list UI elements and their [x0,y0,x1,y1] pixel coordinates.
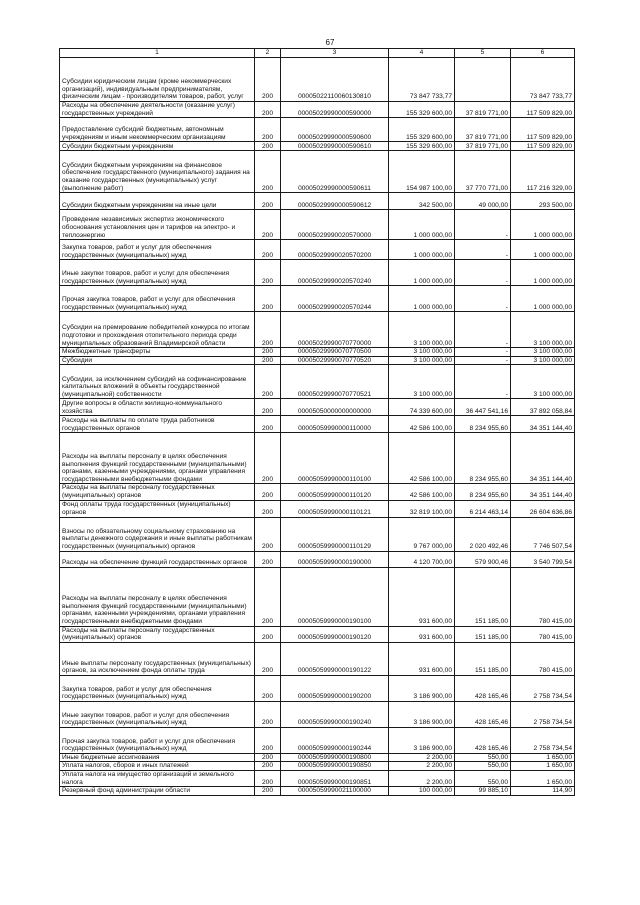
row-classification-code: 00005022110060130810 [281,58,389,102]
row-approved-amount: 155 329 600,00 [389,102,455,118]
row-remaining-amount: 780 415,00 [511,567,575,626]
row-description: Иные закупки товаров, работ и услуг для обеспечения государственных (муниципальных) нужд [60,260,255,286]
row-approved-amount: 3 100 000,00 [389,356,455,365]
row-description: Иные закупки товаров, работ и услуг для обеспечения государственных (муниципальных) нужд [60,701,255,727]
row-code: 200 [255,675,281,701]
table-row [60,701,575,727]
row-remaining-amount: 73 847 733,77 [511,58,575,102]
row-executed-amount: - [455,365,511,399]
row-description: Межбюджетные трансферты [60,348,255,357]
table-row [60,142,575,151]
row-code: 200 [255,727,281,753]
row-code: 200 [255,567,281,626]
row-classification-code: 00005059990000190850 [281,762,389,771]
table-row [60,399,575,416]
row-code: 200 [255,240,281,260]
row-classification-code: 00005059990000190244 [281,727,389,753]
row-code: 200 [255,787,281,796]
row-description: Прочая закупка товаров, работ и услуг для обеспечения государственных (муниципальных) нужд [60,727,255,753]
row-remaining-amount: 1 000 000,00 [511,210,575,240]
row-executed-amount: 550,00 [455,753,511,762]
budget-table [59,48,575,796]
header-col-4: 4 [389,49,455,58]
row-description: Расходы на выплаты персоналу государственных (муниципальных) органов [60,484,255,500]
row-executed-amount: 37 819 771,00 [455,102,511,118]
row-description: Субсидии бюджетным учреждениям [60,142,255,151]
row-executed-amount: 8 234 955,60 [455,433,511,484]
row-code: 200 [255,193,281,210]
row-approved-amount: 3 100 000,00 [389,365,455,399]
row-remaining-amount: 26 604 636,86 [511,500,575,517]
row-executed-amount: 151 185,00 [455,642,511,675]
row-code: 200 [255,762,281,771]
table-row [60,787,575,796]
table-row [60,727,575,753]
row-classification-code: 00005029990000590612 [281,193,389,210]
row-executed-amount: 428 165,46 [455,701,511,727]
row-remaining-amount: 3 540 799,54 [511,551,575,567]
row-remaining-amount: 7 746 507,54 [511,517,575,551]
row-approved-amount: 42 586 100,00 [389,433,455,484]
row-executed-amount: 428 165,46 [455,727,511,753]
table-row [60,118,575,142]
row-description: Уплата налога на имущество организаций и земельного налога [60,770,255,786]
row-executed-amount: 550,00 [455,770,511,786]
row-remaining-amount: 2 758 734,54 [511,727,575,753]
row-remaining-amount: 1 000 000,00 [511,240,575,260]
row-description: Субсидии бюджетным учреждениям на иные цели [60,193,255,210]
row-remaining-amount: 117 509 829,00 [511,102,575,118]
row-executed-amount: 579 900,46 [455,551,511,567]
row-executed-amount: 151 185,00 [455,626,511,642]
row-executed-amount: - [455,348,511,357]
row-approved-amount: 9 767 000,00 [389,517,455,551]
row-description: Проведение независимых экспертиз экономического обоснования установления цен и тарифов на электро- и теплоэнергию [60,210,255,240]
table-row [60,365,575,399]
row-description: Расходы на выплаты по оплате труда работников государственных органов [60,416,255,433]
row-approved-amount: 1 000 000,00 [389,210,455,240]
table-row [60,416,575,433]
row-executed-amount: 37 819 771,00 [455,142,511,151]
row-approved-amount: 73 847 733,77 [389,58,455,102]
row-code: 200 [255,356,281,365]
row-approved-amount: 2 200,00 [389,770,455,786]
table-row [60,626,575,642]
row-executed-amount: 151 185,00 [455,567,511,626]
row-remaining-amount: 780 415,00 [511,642,575,675]
row-description: Фонд оплаты труда государственных (муниципальных) органов [60,500,255,517]
row-code: 200 [255,500,281,517]
row-code: 200 [255,210,281,240]
row-classification-code: 00005059990000190240 [281,701,389,727]
row-code: 200 [255,260,281,286]
row-classification-code: 00005059990000110120 [281,484,389,500]
row-classification-code: 00005059990000190120 [281,626,389,642]
table-row [60,642,575,675]
row-description: Расходы на обеспечение деятельности (оказание услуг) государственных учреждений [60,102,255,118]
table-row [60,762,575,771]
table-row [60,551,575,567]
table-row [60,210,575,240]
row-approved-amount: 1 000 000,00 [389,240,455,260]
row-code: 200 [255,286,281,312]
table-row [60,312,575,348]
row-approved-amount: 1 000 000,00 [389,286,455,312]
row-executed-amount: 8 234 955,60 [455,416,511,433]
table-row [60,500,575,517]
row-description: Расходы на выплаты персоналу государственных (муниципальных) органов [60,626,255,642]
table-row [60,151,575,193]
row-remaining-amount: 3 100 000,00 [511,365,575,399]
row-classification-code: 00005029990020570240 [281,260,389,286]
row-classification-code: 00005059990000190122 [281,642,389,675]
row-executed-amount [455,58,511,102]
row-executed-amount: 2 020 492,46 [455,517,511,551]
table-row [60,193,575,210]
row-description: Расходы на обеспечение функций государственных органов [60,551,255,567]
row-remaining-amount: 2 758 734,54 [511,701,575,727]
row-remaining-amount: 1 000 000,00 [511,260,575,286]
row-executed-amount: 428 165,46 [455,675,511,701]
row-approved-amount: 3 100 000,00 [389,312,455,348]
table-row [60,770,575,786]
row-code: 200 [255,142,281,151]
table-row [60,348,575,357]
row-remaining-amount: 780 415,00 [511,626,575,642]
row-description: Субсидии бюджетным учреждениям на финансовое обеспечение государственного (муниципального) задания на оказание государственных (муниципальных) услуг (выполнение работ) [60,151,255,193]
row-remaining-amount: 114,90 [511,787,575,796]
row-executed-amount: 37 819 771,00 [455,118,511,142]
row-executed-amount: - [455,240,511,260]
row-code: 200 [255,701,281,727]
header-col-2: 2 [255,49,281,58]
row-remaining-amount: 34 351 144,40 [511,416,575,433]
row-description: Предоставление субсидий бюджетным, автономным учреждениям и иным некоммерческим организациям [60,118,255,142]
row-remaining-amount: 117 509 829,00 [511,118,575,142]
row-description: Субсидии на премирование победителей конкурса по итогам подготовки и прохождения отопительного периода среди муниципальных образований Владимирской области [60,312,255,348]
row-classification-code: 00005029990000590600 [281,118,389,142]
row-approved-amount: 2 200,00 [389,762,455,771]
table-row [60,433,575,484]
row-remaining-amount: 1 650,00 [511,770,575,786]
row-classification-code: 00005059990000190851 [281,770,389,786]
row-classification-code: 00005059990000110121 [281,500,389,517]
row-executed-amount: - [455,312,511,348]
table-row [60,260,575,286]
row-approved-amount: 3 100 000,00 [389,348,455,357]
table-row [60,102,575,118]
row-remaining-amount: 37 892 058,84 [511,399,575,416]
table-body [60,58,575,796]
row-approved-amount: 1 000 000,00 [389,260,455,286]
row-approved-amount: 154 987 100,00 [389,151,455,193]
row-description: Закупка товаров, работ и услуг для обеспечения государственных (муниципальных) нужд [60,240,255,260]
row-description: Другие вопросы в области жилищно-коммунального хозяйства [60,399,255,416]
row-approved-amount: 3 186 900,00 [389,701,455,727]
row-remaining-amount: 117 216 329,00 [511,151,575,193]
row-executed-amount: 6 214 463,14 [455,500,511,517]
row-approved-amount: 155 329 600,00 [389,118,455,142]
row-code: 200 [255,433,281,484]
row-approved-amount: 100 000,00 [389,787,455,796]
header-col-5: 5 [455,49,511,58]
row-remaining-amount: 34 351 144,40 [511,484,575,500]
row-description: Закупка товаров, работ и услуг для обеспечения государственных (муниципальных) нужд [60,675,255,701]
row-code: 200 [255,626,281,642]
row-code: 200 [255,365,281,399]
row-approved-amount: 32 819 100,00 [389,500,455,517]
row-executed-amount: 550,00 [455,762,511,771]
row-classification-code: 00005029990000590611 [281,151,389,193]
row-description: Резервный фонд администрации области [60,787,255,796]
row-classification-code: 00005050000000000000 [281,399,389,416]
row-approved-amount: 931 600,00 [389,642,455,675]
row-approved-amount: 4 120 700,00 [389,551,455,567]
row-code: 200 [255,312,281,348]
table-row [60,675,575,701]
table-row [60,517,575,551]
row-executed-amount: - [455,260,511,286]
row-description: Расходы на выплаты персоналу в целях обеспечения выполнения функций государственными (муниципальными) органами, казенными учреждениями, органами управления государственными внебюджетными фондами [60,567,255,626]
row-code: 200 [255,416,281,433]
table-row [60,240,575,260]
row-remaining-amount: 1 650,00 [511,762,575,771]
row-description: Расходы на выплаты персоналу в целях обеспечения выполнения функций государственными (муниципальными) органами, казенными учреждениями, органами управления государственными внебюджетными фондами [60,433,255,484]
row-code: 200 [255,770,281,786]
row-code: 200 [255,102,281,118]
row-classification-code: 00005059990000190800 [281,753,389,762]
row-description: Субсидии, за исключением субсидий на софинансирование капитальных вложений в объекты государственной (муниципальной) собственности [60,365,255,399]
row-approved-amount: 155 329 600,00 [389,142,455,151]
row-classification-code: 00005029990020570244 [281,286,389,312]
row-classification-code: 00005029990070770000 [281,312,389,348]
row-code: 200 [255,517,281,551]
row-classification-code: 00005059990000110000 [281,416,389,433]
row-remaining-amount: 2 758 734,54 [511,675,575,701]
row-code: 200 [255,642,281,675]
row-code: 200 [255,551,281,567]
table-row [60,753,575,762]
row-classification-code: 00005059990000190000 [281,551,389,567]
header-col-1: 1 [60,49,255,58]
row-executed-amount: 8 234 955,60 [455,484,511,500]
table-row [60,356,575,365]
row-code: 200 [255,753,281,762]
row-executed-amount: - [455,286,511,312]
row-classification-code: 00005029990000590000 [281,102,389,118]
row-code: 200 [255,484,281,500]
row-code: 200 [255,348,281,357]
row-executed-amount: 99 885,10 [455,787,511,796]
row-description: Взносы по обязательному социальному страхованию на выплаты денежного содержания и иные выплаты работникам государственных (муниципальных) органов [60,517,255,551]
row-classification-code: 00005029990020570000 [281,210,389,240]
row-description: Прочая закупка товаров, работ и услуг для обеспечения государственных (муниципальных) нужд [60,286,255,312]
row-remaining-amount: 34 351 144,40 [511,433,575,484]
row-classification-code: 00005059990021100000 [281,787,389,796]
row-description: Субсидии [60,356,255,365]
row-code: 200 [255,58,281,102]
row-description: Иные бюджетные ассигнования [60,753,255,762]
row-remaining-amount: 293 500,00 [511,193,575,210]
row-approved-amount: 42 586 100,00 [389,484,455,500]
table-row [60,484,575,500]
row-remaining-amount: 3 100 000,00 [511,356,575,365]
header-row [60,49,575,58]
row-description: Субсидии юридическим лицам (кроме некоммерческих организаций), индивидуальным предпринимателям, физическим лицам - производителям товаров, работ, услуг [60,58,255,102]
header-col-6: 6 [511,49,575,58]
table-row [60,286,575,312]
row-classification-code: 00005029990070770521 [281,365,389,399]
row-remaining-amount: 3 100 000,00 [511,312,575,348]
row-description: Иные выплаты персоналу государственных (муниципальных) органов, за исключением фонда оплаты труда [60,642,255,675]
row-classification-code: 00005029990070770500 [281,348,389,357]
row-classification-code: 00005029990070770520 [281,356,389,365]
row-code: 200 [255,118,281,142]
row-executed-amount: 36 447 541,16 [455,399,511,416]
row-remaining-amount: 117 509 829,00 [511,142,575,151]
row-classification-code: 00005059990000110129 [281,517,389,551]
row-executed-amount: - [455,356,511,365]
row-approved-amount: 74 339 600,00 [389,399,455,416]
row-classification-code: 00005059990000190100 [281,567,389,626]
row-approved-amount: 931 600,00 [389,626,455,642]
row-remaining-amount: 1 650,00 [511,753,575,762]
row-description: Уплата налогов, сборов и иных платежей [60,762,255,771]
row-classification-code: 00005029990020570200 [281,240,389,260]
row-code: 200 [255,399,281,416]
row-code: 200 [255,151,281,193]
row-executed-amount: - [455,210,511,240]
row-approved-amount: 931 600,00 [389,567,455,626]
row-approved-amount: 2 200,00 [389,753,455,762]
row-executed-amount: 49 000,00 [455,193,511,210]
row-approved-amount: 3 186 900,00 [389,727,455,753]
row-remaining-amount: 3 100 000,00 [511,348,575,357]
row-executed-amount: 37 770 771,00 [455,151,511,193]
row-remaining-amount: 1 000 000,00 [511,286,575,312]
page-number: 67 [325,38,335,47]
row-approved-amount: 3 186 900,00 [389,675,455,701]
table-row [60,567,575,626]
row-classification-code: 00005059990000110100 [281,433,389,484]
row-classification-code: 00005029990000590610 [281,142,389,151]
header-col-3: 3 [281,49,389,58]
table-row [60,58,575,102]
row-approved-amount: 342 500,00 [389,193,455,210]
row-classification-code: 00005059990000190200 [281,675,389,701]
row-approved-amount: 42 586 100,00 [389,416,455,433]
